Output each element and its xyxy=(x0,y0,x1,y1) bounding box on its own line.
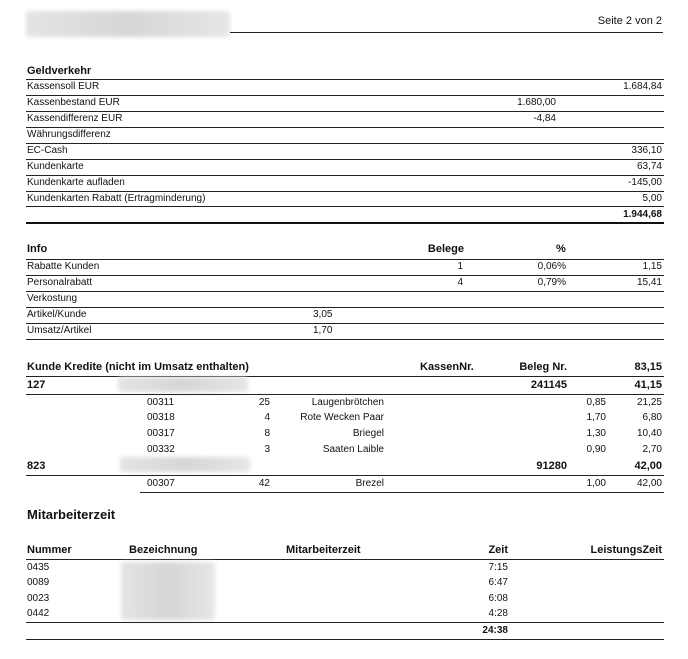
geldverkehr-row-label: Währungsdifferenz xyxy=(27,129,111,140)
item-qty: 4 xyxy=(264,412,270,423)
kredite-col-belegnr: Beleg Nr. xyxy=(519,361,567,373)
info-row-a: 1,70 xyxy=(313,325,333,336)
page-number: Seite 2 von 2 xyxy=(597,15,662,27)
geldverkehr-total-divider xyxy=(26,222,664,224)
customer-divider xyxy=(26,394,664,395)
customer-beleg: 241145 xyxy=(530,379,567,391)
row-divider xyxy=(26,127,664,128)
row-divider xyxy=(26,323,664,324)
geldverkehr-row-label: Kundenkarte xyxy=(27,161,84,172)
info-row-label: Rabatte Kunden xyxy=(27,261,100,272)
row-divider xyxy=(26,143,664,144)
item-name: Saaten Laible xyxy=(322,444,384,455)
employee-zeit: 6:47 xyxy=(488,577,508,588)
redacted-customer-name xyxy=(118,377,248,392)
row-divider xyxy=(26,206,664,207)
row-divider xyxy=(26,111,664,112)
row-divider xyxy=(26,275,664,276)
customer-sum: 41,15 xyxy=(634,379,662,391)
info-row-a: 3,05 xyxy=(313,309,333,320)
item-total: 42,00 xyxy=(636,478,662,489)
item-price: 0,90 xyxy=(586,444,606,455)
kredite-title: Kunde Kredite (nicht im Umsatz enthalten) xyxy=(27,361,249,373)
info-row-percent: 0,79% xyxy=(537,277,566,288)
item-price: 1,00 xyxy=(586,478,606,489)
kredite-total: 83,15 xyxy=(634,361,662,373)
customer-sum: 42,00 xyxy=(634,460,662,472)
col-leistungszeit: LeistungsZeit xyxy=(590,544,662,556)
row-divider xyxy=(26,307,664,308)
info-row-label: Personalrabatt xyxy=(27,277,93,288)
item-qty: 3 xyxy=(264,444,270,455)
info-row-label: Verkostung xyxy=(27,293,78,304)
mitarbeiterzeit-total: 24:38 xyxy=(482,625,508,636)
item-code: 00332 xyxy=(147,444,175,455)
item-code: 00318 xyxy=(147,412,175,423)
employee-nummer: 0089 xyxy=(27,577,50,588)
item-qty: 25 xyxy=(258,397,270,408)
geldverkehr-row-label: Kassensoll EUR xyxy=(27,81,100,92)
row-divider xyxy=(26,159,664,160)
geldverkehr-total: 1.944,68 xyxy=(623,209,662,220)
item-qty: 8 xyxy=(264,428,270,439)
col-bezeichnung: Bezeichnung xyxy=(129,544,198,556)
employee-nummer: 0023 xyxy=(27,593,50,604)
header-divider xyxy=(230,32,663,33)
item-total: 2,70 xyxy=(642,444,662,455)
redacted-employee-names xyxy=(121,562,215,620)
item-total: 21,25 xyxy=(636,397,662,408)
mitarbeiterzeit-end-divider xyxy=(26,639,664,640)
item-name: Laugenbrötchen xyxy=(311,397,384,408)
kredite-col-kassennr: KassenNr. xyxy=(420,361,474,373)
row-divider xyxy=(26,175,664,176)
geldverkehr-row-label: Kassenbestand EUR xyxy=(27,97,120,108)
info-col-belege: Belege xyxy=(427,243,464,255)
geldverkehr-row-value: 336,10 xyxy=(631,145,662,156)
info-row-label: Umsatz/Artikel xyxy=(27,325,92,336)
item-price: 1,30 xyxy=(586,428,606,439)
info-row-value: 15,41 xyxy=(636,277,662,288)
employee-nummer: 0435 xyxy=(27,562,50,573)
geldverkehr-row-label: Kundenkarten Rabatt (Ertragminderung) xyxy=(27,193,206,204)
mitarbeiterzeit-total-divider xyxy=(26,622,664,623)
row-divider xyxy=(26,291,664,292)
item-code: 00311 xyxy=(147,397,175,408)
employee-zeit: 6:08 xyxy=(488,593,508,604)
customer-divider xyxy=(26,475,664,476)
kredite-end-divider xyxy=(140,492,664,493)
info-row-belege: 1 xyxy=(457,261,463,272)
geldverkehr-row-mid: 1.680,00 xyxy=(517,97,556,108)
info-row-label: Artikel/Kunde xyxy=(27,309,87,320)
item-name: Rote Wecken Paar xyxy=(300,412,384,423)
employee-nummer: 0442 xyxy=(27,608,50,619)
redacted-customer-name xyxy=(120,457,250,472)
col-nummer: Nummer xyxy=(27,544,72,556)
item-qty: 42 xyxy=(258,478,270,489)
info-header-underline xyxy=(26,259,664,260)
geldverkehr-row-value: 5,00 xyxy=(642,193,662,204)
geldverkehr-row-label: Kassendifferenz EUR xyxy=(27,113,123,124)
row-divider xyxy=(26,339,664,340)
geldverkehr-title-underline xyxy=(26,79,664,80)
col-zeit: Zeit xyxy=(488,544,508,556)
geldverkehr-row-mid: -4,84 xyxy=(533,113,556,124)
geldverkehr-row-label: Kundenkarte aufladen xyxy=(27,177,125,188)
row-divider xyxy=(26,95,664,96)
geldverkehr-row-value: -145,00 xyxy=(628,177,662,188)
geldverkehr-row-value: 63,74 xyxy=(636,161,662,172)
info-row-percent: 0,06% xyxy=(537,261,566,272)
info-col-percent: % xyxy=(556,243,566,255)
geldverkehr-row-value: 1.684,84 xyxy=(623,81,662,92)
customer-id: 823 xyxy=(27,460,46,472)
item-name: Briegel xyxy=(352,428,384,439)
item-total: 10,40 xyxy=(636,428,662,439)
mitarbeiterzeit-title: Mitarbeiterzeit xyxy=(27,507,116,522)
geldverkehr-title: Geldverkehr xyxy=(27,65,92,77)
item-total: 6,80 xyxy=(642,412,662,423)
item-code: 00307 xyxy=(147,478,175,489)
row-divider xyxy=(26,191,664,192)
customer-beleg: 91280 xyxy=(536,460,567,472)
item-price: 1,70 xyxy=(586,412,606,423)
item-price: 0,85 xyxy=(586,397,606,408)
info-row-value: 1,15 xyxy=(642,261,662,272)
customer-id: 127 xyxy=(27,379,46,391)
item-name: Brezel xyxy=(355,478,384,489)
col-mitarbeiterzeit: Mitarbeiterzeit xyxy=(286,544,361,556)
info-title: Info xyxy=(27,243,48,255)
item-code: 00317 xyxy=(147,428,175,439)
redacted-company-name xyxy=(26,11,230,37)
employee-zeit: 7:15 xyxy=(488,562,508,573)
geldverkehr-row-label: EC-Cash xyxy=(27,145,68,156)
mitarbeiterzeit-header-underline xyxy=(26,559,664,560)
employee-zeit: 4:28 xyxy=(488,608,508,619)
info-row-belege: 4 xyxy=(457,277,463,288)
